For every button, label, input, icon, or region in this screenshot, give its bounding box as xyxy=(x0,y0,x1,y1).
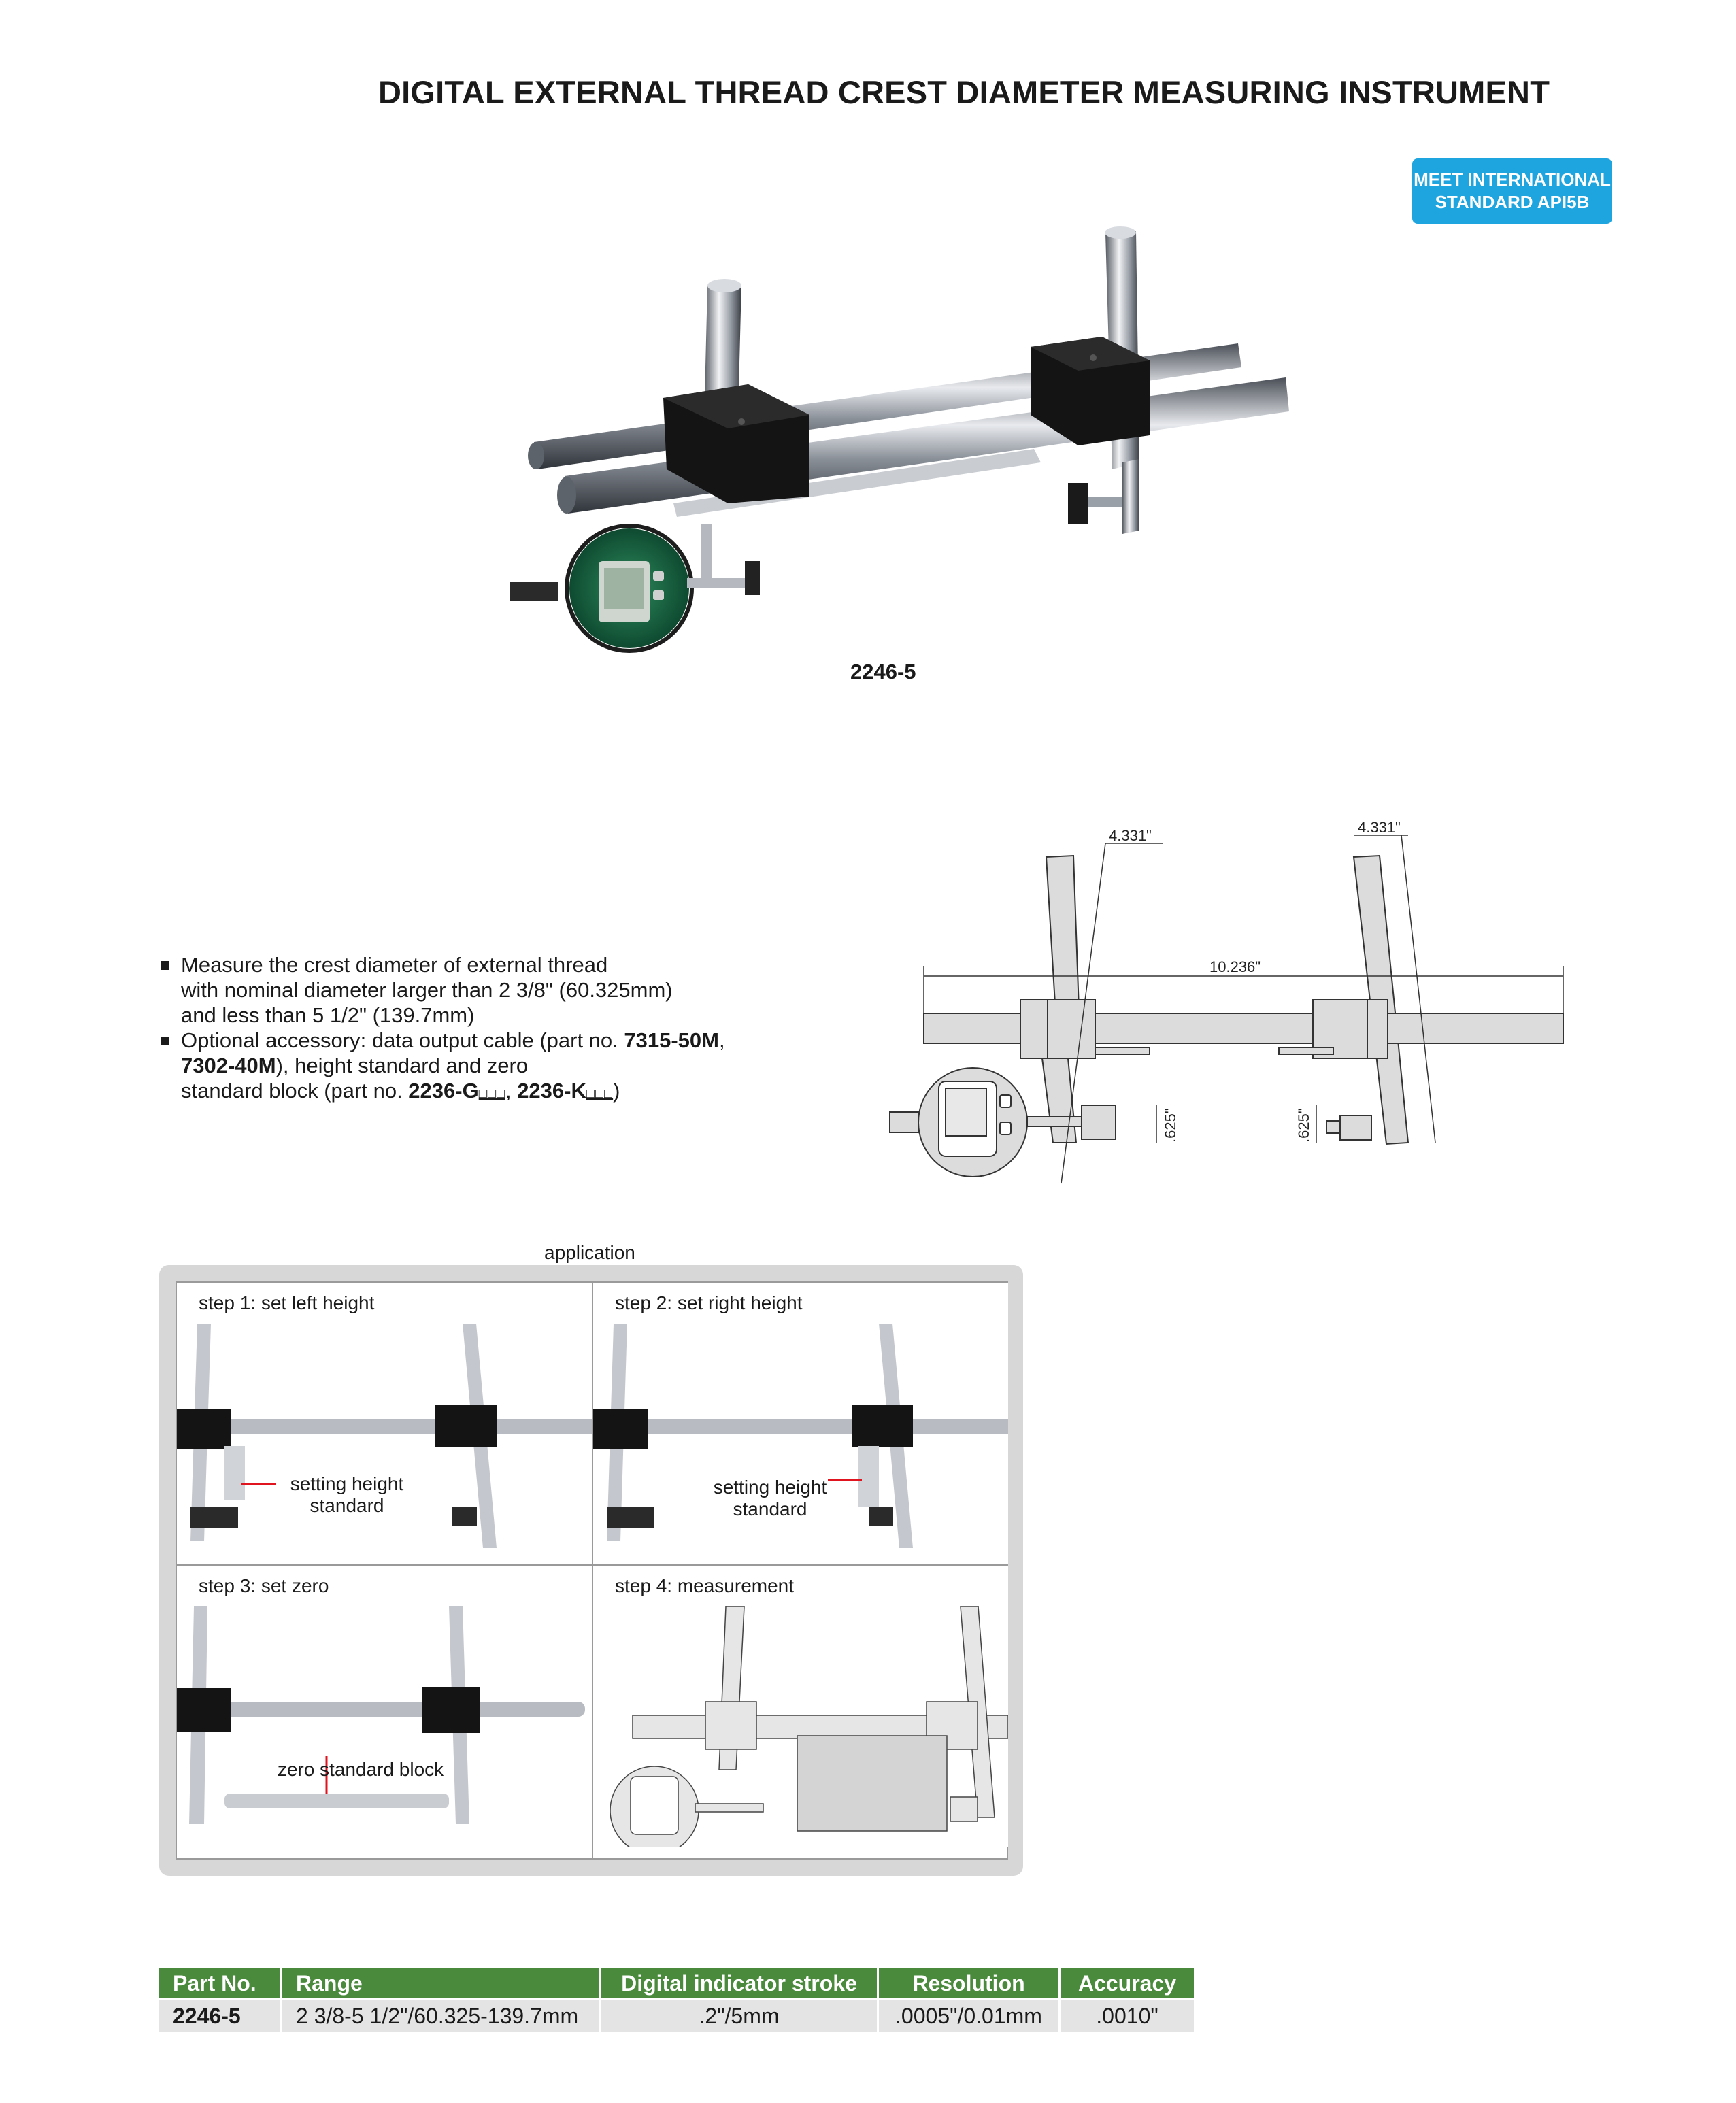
step-1-title: step 1: set left height xyxy=(199,1292,375,1313)
model-number: 2246-5 xyxy=(850,660,916,684)
col-accuracy: Accuracy xyxy=(1060,1968,1195,1999)
step-4-title: step 4: measurement xyxy=(615,1575,795,1596)
feature-2-text-3: standard block (part no. xyxy=(181,1079,409,1103)
grid-divider-horizontal xyxy=(177,1564,1007,1566)
feature-item-2 xyxy=(158,1028,838,1107)
application-grid xyxy=(176,1281,1008,1860)
step-1-callout-line-1: setting height xyxy=(290,1473,404,1494)
cell-resolution: .0005"/0.01mm xyxy=(878,1999,1060,2032)
step-3-title: step 3: set zero xyxy=(199,1575,329,1596)
step-2-callout xyxy=(702,1477,838,1520)
feature-1-line-1: Measure the crest diameter of external thread xyxy=(181,953,608,977)
product-photo xyxy=(469,218,1326,653)
table-header-row xyxy=(159,1968,1195,1999)
dim-top-left: 4.331" xyxy=(1109,827,1152,844)
feature-list xyxy=(158,952,838,1107)
part-number-zero-block: 2236-K xyxy=(517,1079,586,1103)
part-number-cable-1: 7315-50M xyxy=(624,1028,719,1052)
dim-top-right: 4.331" xyxy=(1358,819,1401,836)
col-stroke: Digital indicator stroke xyxy=(601,1968,878,1999)
badge-line-2: STANDARD API5B xyxy=(1435,192,1590,212)
feature-2-close: ) xyxy=(613,1079,620,1103)
standard-badge xyxy=(1412,158,1612,224)
step-2-callout-line-1: setting height xyxy=(713,1477,827,1498)
application-caption: application xyxy=(544,1242,635,1263)
step-4-illustration xyxy=(593,1606,1008,1847)
step-1-callout-line-2: standard xyxy=(310,1495,384,1516)
step-2-title: step 2: set right height xyxy=(615,1292,803,1313)
cell-stroke: .2"/5mm xyxy=(601,1999,878,2032)
step-2-cell xyxy=(593,1283,1008,1564)
col-resolution: Resolution xyxy=(878,1968,1060,1999)
part-number-cable-2: 7302-40M xyxy=(181,1054,276,1077)
step-2-illustration xyxy=(593,1324,1008,1564)
badge-line-1: MEET INTERNATIONAL xyxy=(1414,169,1611,190)
feature-1-line-3: and less than 5 1/2" (139.7mm) xyxy=(181,1003,475,1027)
step-3-callout: zero standard block xyxy=(277,1759,444,1780)
step-2-callout-line-2: standard xyxy=(733,1498,807,1519)
feature-1-line-2: with nominal diameter larger than 2 3/8" (60.325mm) xyxy=(181,978,673,1002)
step-3-cell xyxy=(177,1566,592,1847)
dim-width: 10.236" xyxy=(1209,958,1261,975)
dimension-diagram xyxy=(864,803,1578,1197)
feature-2-text: Optional accessory: data output cable (part no. xyxy=(181,1028,624,1052)
part-number-height-standard: 2236-G xyxy=(408,1079,479,1103)
col-range: Range xyxy=(282,1968,601,1999)
dim-height-left: .625" xyxy=(1162,1108,1179,1143)
step-4-cell xyxy=(593,1566,1008,1847)
grid-divider-vertical xyxy=(592,1283,593,1858)
step-1-callout xyxy=(279,1473,415,1517)
part-suffix-boxes: □□□ xyxy=(478,1086,505,1101)
cell-accuracy: .0010" xyxy=(1060,1999,1195,2032)
feature-2-separator: , xyxy=(505,1079,518,1103)
feature-item-1 xyxy=(158,952,838,1028)
dim-height-right: .625" xyxy=(1295,1108,1312,1143)
table-row xyxy=(159,1999,1195,2032)
cell-part-no: 2246-5 xyxy=(159,1999,282,2032)
feature-2-comma: , xyxy=(718,1028,725,1052)
step-3-illustration xyxy=(177,1606,592,1847)
col-part-no: Part No. xyxy=(159,1968,282,1999)
feature-2-text-2: ), height standard and zero xyxy=(276,1054,529,1077)
page-title: DIGITAL EXTERNAL THREAD CREST DIAMETER MEASURING INSTRUMENT xyxy=(378,74,1550,110)
spec-table xyxy=(159,1968,1196,2032)
part-suffix-boxes: □□□ xyxy=(586,1086,614,1101)
cell-range: 2 3/8-5 1/2"/60.325-139.7mm xyxy=(282,1999,601,2032)
step-1-illustration xyxy=(177,1324,592,1564)
step-1-cell xyxy=(177,1283,592,1564)
